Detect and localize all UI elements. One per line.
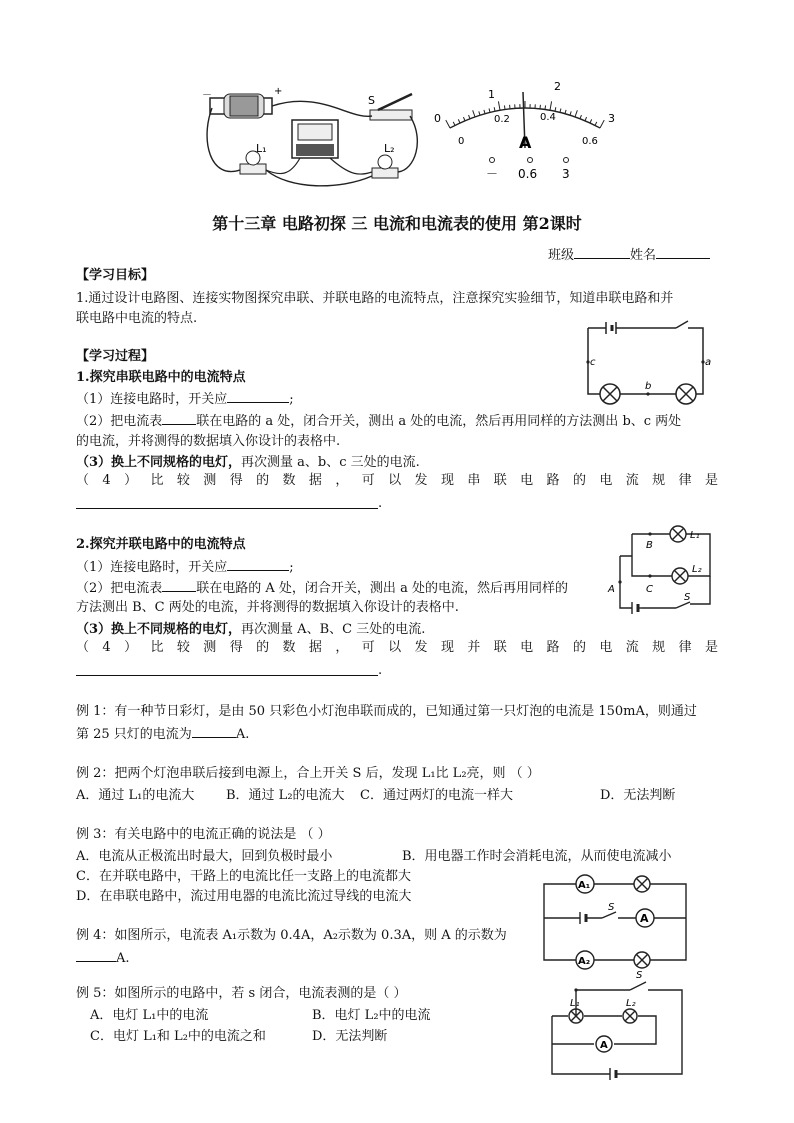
scale-bottom-1: 0.2 <box>494 114 510 125</box>
example-3-line-1: 例 3：有关电路中的电流正确的说法是 （ ） <box>76 827 331 842</box>
dial-tick <box>463 117 465 121</box>
dial-tick <box>484 110 485 114</box>
dial-tick <box>494 107 495 111</box>
dial-tick <box>565 110 566 114</box>
example-5-option-b[interactable]: B．电灯 L₂中的电流 <box>312 1008 431 1023</box>
s2-q2-blank[interactable] <box>162 577 196 592</box>
s2-q3: （3）换上不同规格的电灯，再次测量 A、B、C 三处的电流. <box>76 622 426 637</box>
ex5-label-a: A <box>600 1040 608 1051</box>
example-4-blank[interactable] <box>76 947 116 962</box>
dial-tick <box>555 107 556 111</box>
s1-q2-blank[interactable] <box>162 410 196 425</box>
class-name-fields <box>548 244 710 266</box>
dial-tick <box>545 105 546 109</box>
example-3-option-a[interactable]: A．电流从正极流出时最大，回到负极时最小 <box>76 849 333 864</box>
lamp-label-l1: L₁ <box>256 142 267 155</box>
ex4-label-a: A <box>640 912 649 925</box>
series-circuit-figure <box>578 318 712 408</box>
dial-tick <box>504 105 505 109</box>
example-2-option-d[interactable]: D．无法判断 <box>600 788 676 803</box>
class-label: 班级 <box>548 248 575 263</box>
example-3-option-d[interactable]: D．在串联电路中，流过用电器的电流比流过导线的电流大 <box>76 889 412 904</box>
ammeter-dial-figure <box>430 78 620 188</box>
name-input[interactable] <box>656 244 710 259</box>
ex5-label-s: S <box>636 970 643 981</box>
parallel-label-l1: L₁ <box>690 530 700 541</box>
meter-unit: A <box>519 133 532 152</box>
scale-top-2: 2 <box>554 80 561 93</box>
battery-minus-label: － <box>202 90 212 101</box>
s2-q2b: 方法测出 B、C 两处的电流，并将测得的数据填入你设计的表格中. <box>76 600 459 615</box>
s1-title: 1.探究串联电路中的电流特点 <box>76 370 246 385</box>
s2-q1: （1）连接电路时，开关应 ; <box>76 556 294 578</box>
example-5-option-d[interactable]: D．无法判断 <box>312 1029 388 1044</box>
series-label-c: c <box>590 357 596 368</box>
s1-q1-blank[interactable] <box>227 388 289 403</box>
example-2-line-1: 例 2：把两个灯泡串联后接到电源上，合上开关 S 后，发现 L₁比 L₂亮，则 （ ） <box>76 766 540 781</box>
dial-tick <box>498 101 500 110</box>
name-label: 姓名 <box>630 248 657 263</box>
parallel-label-s: S <box>684 592 691 603</box>
page-title: 第十三章 电路初探 三 电流和电流表的使用 第2课时 <box>212 214 582 233</box>
s2-title: 2.探究并联电路中的电流特点 <box>76 537 246 552</box>
dial-tick <box>458 119 460 123</box>
s1-q4: （4）比较测得的数据，可以发现串联电路的电流规律是 <box>76 473 718 488</box>
parallel-label-l2: L₂ <box>692 564 702 575</box>
example-3-option-b[interactable]: B．用电器工作时会消耗电流，从而使电流减小 <box>402 849 672 864</box>
dial-tick <box>479 111 480 115</box>
battery-plus-label: + <box>274 86 283 97</box>
parallel-label-a: A <box>608 584 615 595</box>
example-1-line-2: 第 25 只灯的电流为 A. <box>76 723 249 745</box>
switch-label-s: S <box>368 94 375 107</box>
s2-q2a: （2）把电流表 联在电路的 A 处，闭合开关，测出 a 处的电流，然后再用同样的 <box>76 577 568 599</box>
series-label-a: a <box>705 357 712 368</box>
example-4-line-2: A. <box>76 947 130 969</box>
ex5-label-l1: L₁ <box>570 998 580 1009</box>
ex4-label-s: S <box>608 902 615 913</box>
terminal-06: 0.6 <box>518 167 538 181</box>
scale-bottom-0: 0 <box>458 136 465 147</box>
example-1-blank[interactable] <box>192 723 236 738</box>
dial-tick <box>595 122 597 126</box>
example-5-option-c[interactable]: C．电灯 L₁和 L₂中的电流之和 <box>90 1029 266 1044</box>
dial-tick <box>575 110 577 117</box>
dial-tick <box>590 119 592 123</box>
dial-tick <box>489 108 490 112</box>
goals-line-2: 联电路中电流的特点. <box>76 311 198 326</box>
s1-q2b: 的电流，并将测得的数据填入你设计的表格中. <box>76 434 341 449</box>
example-3-option-c[interactable]: C．在并联电路中，干路上的电流比任一支路上的电流都大 <box>76 869 411 884</box>
dial-tick <box>585 117 587 121</box>
ex4-label-a1: A₁ <box>578 880 591 891</box>
scale-top-0: 0 <box>434 112 441 125</box>
s2-q4-blank[interactable] <box>76 675 378 676</box>
dial-tick <box>600 120 604 128</box>
apparatus-figure <box>200 80 430 195</box>
dial-tick <box>570 111 571 115</box>
dial-tick <box>453 122 455 126</box>
dial-tick <box>473 110 475 117</box>
example-5-circuit-figure <box>546 966 686 1082</box>
parallel-circuit-figure <box>606 520 724 618</box>
s2-q1-blank[interactable] <box>227 556 289 571</box>
terminal-neg: － <box>486 167 499 181</box>
parallel-label-b: B <box>646 540 653 551</box>
scale-bottom-2: 0.4 <box>540 112 556 123</box>
ex5-label-l2: L₂ <box>626 998 636 1009</box>
example-5-line-1: 例 5：如图所示的电路中，若 s 闭合，电流表测的是（ ） <box>76 986 407 1001</box>
example-2-option-a[interactable]: A．通过 L₁的电流大 <box>76 788 195 803</box>
goals-line-1: 1.通过设计电路图、连接实物图探究串联、并联电路的电流特点，注意探究实验细节，知道串联电路和并 <box>76 291 674 306</box>
class-input[interactable] <box>574 244 630 259</box>
dial-tick <box>560 108 561 112</box>
goals-heading: 【学习目标】 <box>76 268 155 283</box>
example-4-circuit-figure <box>540 874 690 968</box>
process-heading: 【学习过程】 <box>76 349 155 364</box>
example-2-option-c[interactable]: C．通过两灯的电流一样大 <box>360 788 513 803</box>
s1-q1: （1）连接电路时，开关应 ; <box>76 388 294 410</box>
s1-q2a: （2）把电流表 联在电路的 a 处，闭合开关，测出 a 处的电流，然后再用同样的方法测出 b、c 两处 <box>76 410 681 432</box>
example-5-option-a[interactable]: A．电灯 L₁中的电流 <box>90 1008 209 1023</box>
lamp-label-l2: L₂ <box>384 142 395 155</box>
scale-top-1: 1 <box>488 88 495 101</box>
example-2-option-b[interactable]: B．通过 L₂的电流大 <box>226 788 345 803</box>
s1-q4-blank[interactable] <box>76 508 378 509</box>
scale-top-3: 3 <box>608 112 615 125</box>
dial-tick <box>550 101 552 110</box>
s1-q3: （3）换上不同规格的电灯，再次测量 a、b、c 三处的电流. <box>76 455 420 470</box>
dial-tick <box>469 115 470 119</box>
example-4-line-1: 例 4：如图所示，电流表 A₁示数为 0.4A，A₂示数为 0.3A，则 A 的示数为 <box>76 928 507 943</box>
s2-q4: （4）比较测得的数据，可以发现并联电路的电流规律是 <box>76 640 718 655</box>
series-label-b: b <box>645 381 652 392</box>
dial-tick <box>580 115 581 119</box>
example-1-line-1: 例 1：有一种节日彩灯，是由 50 只彩色小灯泡串联而成的，已知通过第一只灯泡的电流是 150mA，则通过 <box>76 704 697 719</box>
dial-tick <box>446 120 450 128</box>
ex4-label-a2: A₂ <box>578 956 591 967</box>
parallel-label-c: C <box>646 584 653 595</box>
scale-bottom-3: 0.6 <box>582 136 598 147</box>
terminal-3: 3 <box>562 167 570 181</box>
